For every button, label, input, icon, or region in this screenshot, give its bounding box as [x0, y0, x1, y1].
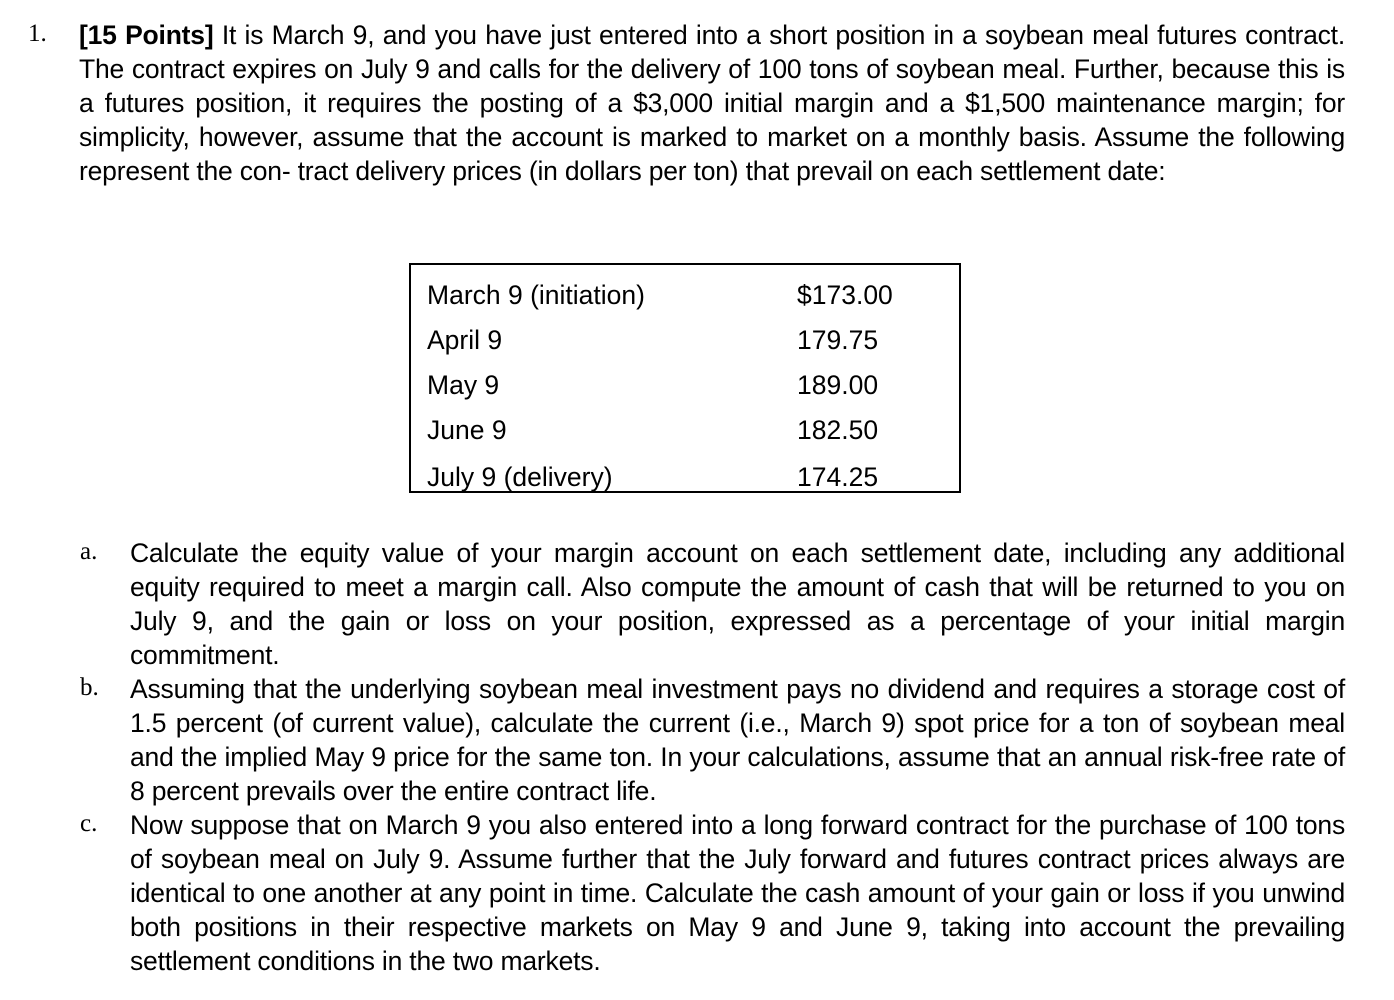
row-price: $173.00 — [797, 280, 893, 310]
question-text — [79, 18, 1345, 188]
price-table — [409, 263, 961, 493]
row-price: 174.25 — [797, 462, 879, 492]
part-letter: a. — [80, 538, 98, 565]
table-row — [411, 318, 959, 363]
row-date: March 9 (initiation) — [427, 280, 645, 310]
part-letter: c. — [80, 810, 98, 837]
row-date: June 9 — [427, 415, 507, 445]
part-text: Assuming that the underlying soybean meal investment pays no dividend and requires a storage cost of 1.5 percent (of current value), calculate the current (i.e., March 9) spot price for a ton of soybean meal and the implied May 9 price for the same ton. In your calculations, assume that an annual risk-free rate of 8 percent prevails over the entire contract life. — [130, 674, 1345, 806]
table-row — [411, 363, 959, 408]
table-row — [411, 408, 959, 453]
part-text: Calculate the equity value of your margin account on each settlement date, including any additional equity required to meet a margin call. Also compute the amount of cash that will be returned to you on July 9, and the gain or loss on your position, expressed as a percentage of your initial margin commitment. — [130, 538, 1345, 670]
points-label: [15 Points] — [79, 20, 214, 50]
row-price: 182.50 — [797, 415, 879, 445]
part-text: Now suppose that on March 9 you also entered into a long forward contract for the purchase of 100 tons of soybean meal on July 9. Assume further that the July forward and futures contract prices always are identical to one another at any point in time. Calculate the cash amount of your gain or loss if you unwind both positions in their respective markets on May 9 and June 9, taking into account the prevailing settlement conditions in the two markets. — [130, 810, 1345, 976]
part-letter: b. — [80, 674, 99, 701]
row-date: April 9 — [427, 325, 503, 355]
row-date: July 9 (delivery) — [427, 462, 613, 492]
table-row — [411, 455, 959, 500]
question-number: 1. — [28, 20, 47, 47]
table-row — [411, 273, 959, 318]
row-date: May 9 — [427, 370, 500, 400]
row-price: 189.00 — [797, 370, 879, 400]
question-body: It is March 9, and you have just entered into a short position in a soybean meal futures contract. The contract expires on July 9 and calls for the delivery of 100 tons of soybean meal. Further, because this is a futures position, it requires the posting of a $3,000 initial margin and a $1,500 maintenance margin; for simplicity, however, assume that the account is marked to market on a monthly basis. Assume the following represent the con- tract delivery prices (in dollars per ton) that prevail on each settlement date: — [79, 20, 1345, 186]
row-price: 179.75 — [797, 325, 879, 355]
